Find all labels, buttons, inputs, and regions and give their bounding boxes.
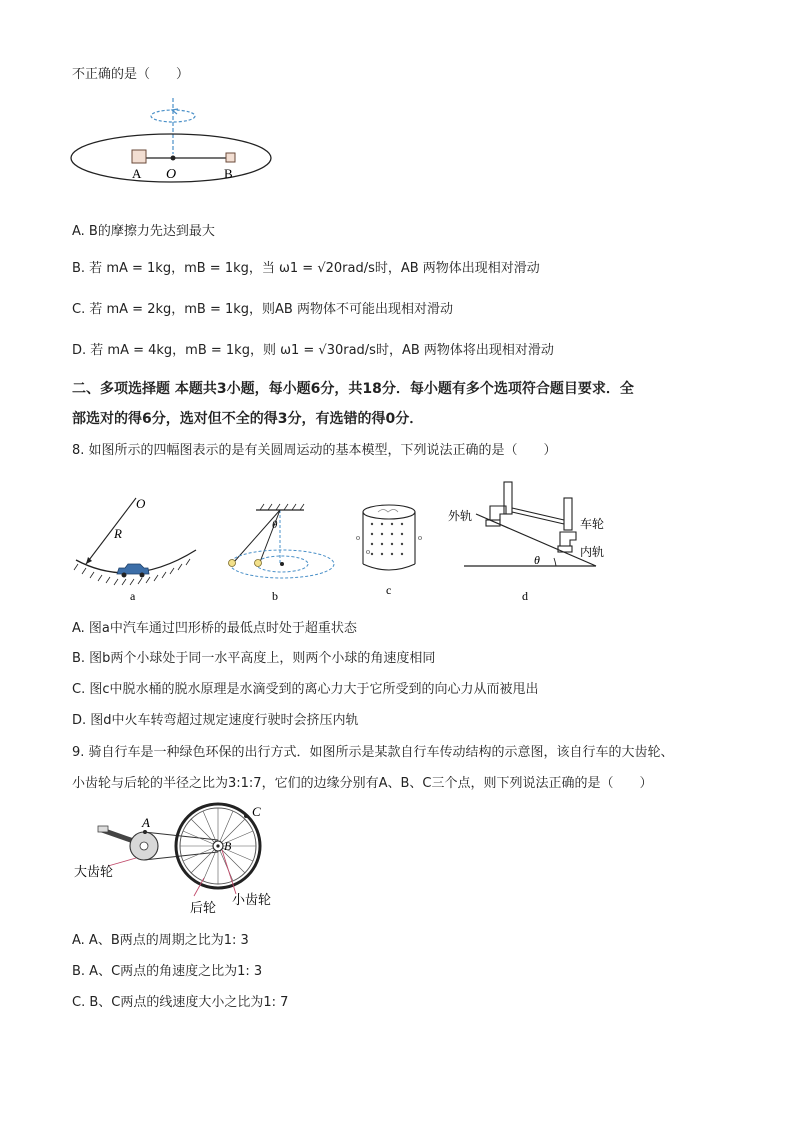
svg-text:R: R: [114, 526, 122, 541]
q9-stem-line2: 小齿轮与后轮的半径之比为3:1:7，它们的边缘分别有A、B、C三个点，则下列说法正确的是（ ）: [72, 776, 653, 791]
svg-text:小齿轮: 小齿轮: [232, 892, 272, 907]
q7-option-c: C. 若 mA = 2kg，mB = 1kg，则AB 两物体不可能出现相对滑动: [72, 302, 453, 317]
q8-stem: 8. 如图所示的四幅图表示的是有关圆周运动的基本模型，下列说法正确的是（ ）: [72, 443, 557, 458]
svg-text:d: d: [522, 589, 528, 603]
svg-text:θ: θ: [272, 519, 278, 531]
svg-text:o: o: [366, 547, 370, 556]
q9-option-b: B. A、C两点的角速度之比为1: 3: [72, 964, 263, 979]
q8-option-d: D. 图d中火车转弯超过规定速度行驶时会挤压内轨: [72, 713, 359, 728]
svg-text:C: C: [252, 804, 261, 819]
figure-c-spin-dryer: [356, 502, 426, 602]
center-point: [171, 156, 176, 161]
car-icon: [117, 564, 149, 578]
label-a: A: [132, 166, 142, 181]
svg-text:c: c: [386, 583, 392, 597]
svg-text:a: a: [130, 589, 136, 603]
q7-option-a: A. B的摩擦力先达到最大: [72, 224, 215, 239]
q9-stem-line1: 9. 骑自行车是一种绿色环保的出行方式．如图所示是某款自行车传动结构的示意图，该自行车的大齿轮、: [72, 745, 674, 760]
q8-option-c: C. 图c中脱水桶的脱水原理是水滴受到的离心力大于它所受到的向心力从而被甩出: [72, 682, 539, 697]
svg-text:o: o: [418, 533, 422, 542]
svg-text:A: A: [142, 815, 150, 830]
svg-text:外轨: 外轨: [448, 509, 473, 523]
svg-text:车轮: 车轮: [580, 517, 605, 531]
q7-stem-tail: 不正确的是（ ）: [72, 67, 190, 82]
q8-option-a: A. 图a中汽车通过凹形桥的最低点时处于超重状态: [72, 621, 357, 636]
label-o: O: [166, 167, 177, 182]
q9-option-c: C. B、C两点的线速度大小之比为1: 7: [72, 995, 289, 1010]
svg-text:后轮: 后轮: [190, 900, 217, 915]
figure-b-conical-pendulum: [220, 498, 350, 603]
q9-bicycle-transmission-figure: [72, 800, 282, 918]
block-a: [132, 150, 146, 163]
block-b: [226, 153, 235, 162]
q9-option-a: A. A、B两点的周期之比为1: 3: [72, 933, 249, 948]
svg-text:大齿轮: 大齿轮: [74, 864, 114, 879]
q8-option-b: B. 图b两个小球处于同一水平高度上，则两个小球的角速度相同: [72, 651, 436, 666]
svg-text:θ: θ: [534, 553, 540, 567]
svg-text:B: B: [224, 839, 232, 853]
svg-text:b: b: [272, 589, 278, 603]
svg-text:O: O: [136, 496, 146, 511]
figure-d-banked-track: [446, 478, 616, 604]
section2-heading-line1: 二、多项选择题 本题共3小题，每小题6分，共18分．每小题有多个选项符合题目要求．全: [72, 381, 634, 397]
q7-option-b: B. 若 mA = 1kg，mB = 1kg，当 ω1 = √20rad/s时，AB 两物体出现相对滑动: [72, 261, 540, 276]
q7-option-d: D. 若 mA = 4kg，mB = 1kg，则 ω1 = √30rad/s时，AB 两物体将出现相对滑动: [72, 343, 554, 358]
figure-a-concave-bridge: [72, 490, 202, 605]
label-b: B: [224, 166, 233, 181]
svg-text:o: o: [356, 533, 360, 542]
svg-text:内轨: 内轨: [580, 545, 605, 559]
section2-heading-line2: 部选对的得6分，选对但不全的得3分，有选错的得0分．: [72, 411, 424, 427]
q7-turntable-figure: [66, 96, 276, 188]
